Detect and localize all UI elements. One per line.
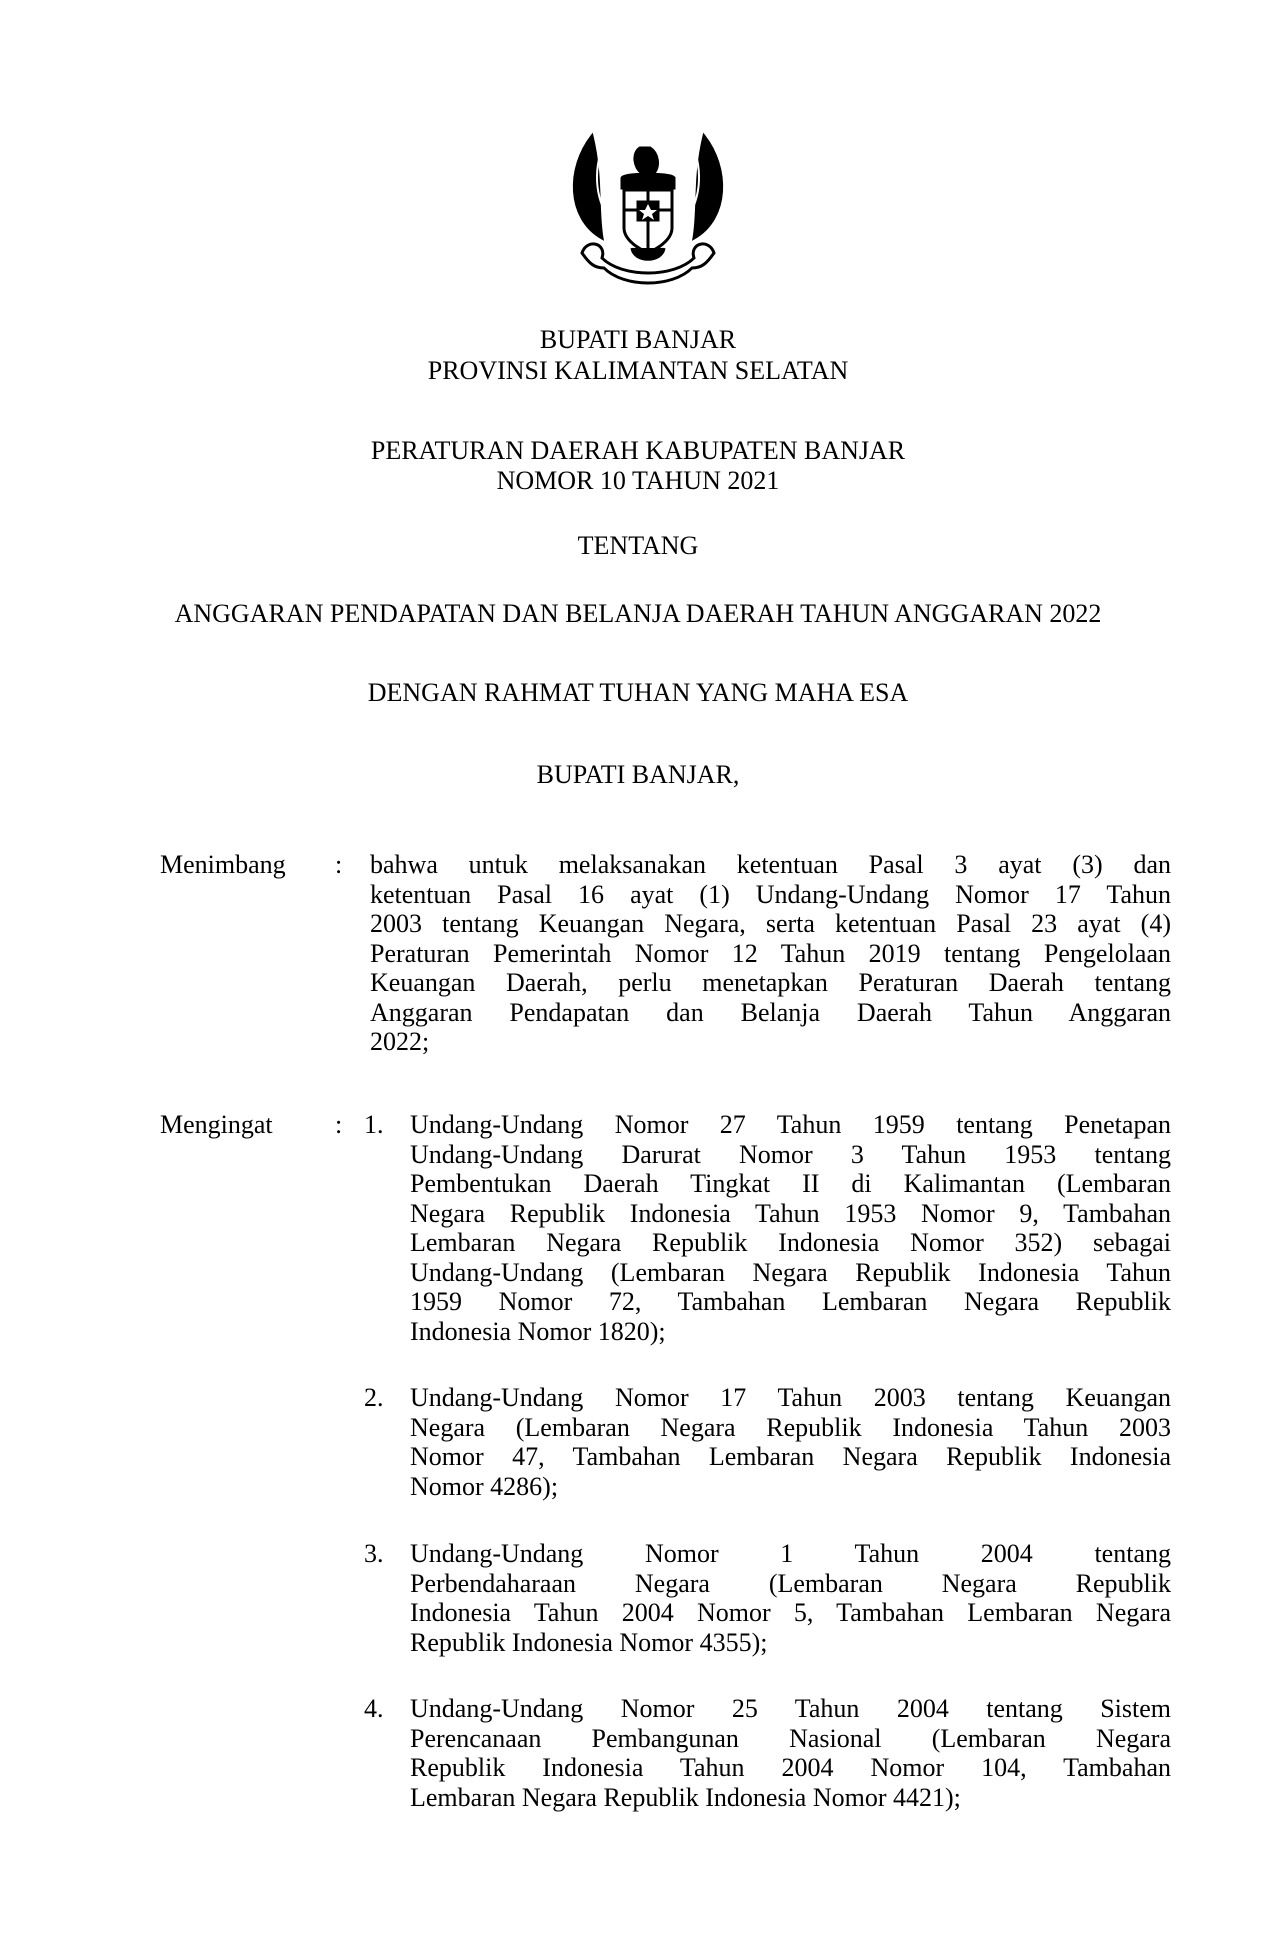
text-line: Negara Republik Indonesia Tahun 1953 Nomor 9, Tambahan [410, 1198, 1171, 1228]
item-number: 3. [364, 1539, 384, 1568]
text-line: ketentuan Pasal 16 ayat (1) Undang-Undang Nomor 17 Tahun [370, 879, 1171, 909]
mengingat-item-3 [410, 1539, 1171, 1657]
mengingat-item-1 [410, 1110, 1171, 1346]
mengingat-label: Mengingat [160, 1110, 273, 1139]
text-line: Nomor 4286); [410, 1471, 559, 1501]
about-heading: TENTANG [577, 531, 699, 560]
text-line: 1959 Nomor 72, Tambahan Lembaran Negara Republik [410, 1287, 1171, 1316]
text-line: 2003 tentang Keuangan Negara, serta ketentuan Pasal 23 ayat (4) [370, 909, 1171, 938]
text-line: Perencanaan Pembangunan Nasional (Lembaran Negara [410, 1723, 1171, 1753]
text-line: Lembaran Negara Republik Indonesia Nomor 4421); [410, 1782, 961, 1812]
text-line: Undang-Undang Nomor 27 Tahun 1959 tentang Penetapan [410, 1110, 1171, 1139]
regulation-subject: ANGGARAN PENDAPATAN DAN BELANJA DAERAH TAHUN ANGGARAN 2022 [174, 599, 1102, 628]
item-number: 1. [364, 1110, 384, 1139]
text-line: Pembentukan Daerah Tingkat II di Kalimantan (Lembaran [410, 1169, 1171, 1198]
text-line: 2022; [370, 1027, 430, 1056]
text-line: Undang-Undang Nomor 25 Tahun 2004 tentang Sistem [410, 1694, 1171, 1723]
text-line: bahwa untuk melaksanakan ketentuan Pasal 3 ayat (3) dan [370, 850, 1171, 879]
text-line: Keuangan Daerah, perlu menetapkan Peraturan Daerah tentang [370, 968, 1171, 997]
text-line: Republik Indonesia Tahun 2004 Nomor 104, Tambahan [410, 1753, 1171, 1782]
text-line: Undang-Undang Darurat Nomor 3 Tahun 1953 tentang [410, 1139, 1171, 1169]
menimbang-text [370, 850, 1171, 1057]
menimbang-label: Menimbang [160, 850, 286, 879]
regulation-number: NOMOR 10 TAHUN 2021 [496, 466, 780, 495]
text-line: Perbendaharaan Negara (Lembaran Negara Republik [410, 1568, 1171, 1598]
item-number: 2. [364, 1383, 384, 1412]
text-line: Indonesia Nomor 1820); [410, 1316, 666, 1346]
mengingat-colon: : [335, 1110, 343, 1139]
regulation-title: PERATURAN DAERAH KABUPATEN BANJAR [370, 436, 906, 465]
text-line: Undang-Undang Nomor 1 Tahun 2004 tentang [410, 1539, 1171, 1568]
garuda-emblem-icon [562, 128, 734, 293]
text-line: Lembaran Negara Republik Indonesia Nomor 352) sebagai [410, 1228, 1171, 1257]
official-title: BUPATI BANJAR, [536, 760, 740, 789]
text-line: Anggaran Pendapatan dan Belanja Daerah Tahun Anggaran [370, 997, 1171, 1027]
text-line: Undang-Undang Nomor 17 Tahun 2003 tentang Keuangan [410, 1383, 1171, 1412]
text-line: Indonesia Tahun 2004 Nomor 5, Tambahan Lembaran Negara [410, 1598, 1171, 1627]
mengingat-item-4 [410, 1694, 1171, 1812]
mengingat-item-2 [410, 1383, 1171, 1501]
text-line: Nomor 47, Tambahan Lembaran Negara Republik Indonesia [410, 1442, 1171, 1471]
item-number: 4. [364, 1694, 384, 1723]
text-line: Republik Indonesia Nomor 4355); [410, 1627, 768, 1657]
text-line: Peraturan Pemerintah Nomor 12 Tahun 2019 tentang Pengelolaan [370, 938, 1171, 968]
text-line: Negara (Lembaran Negara Republik Indonesia Tahun 2003 [410, 1412, 1171, 1442]
text-line: Undang-Undang (Lembaran Negara Republik Indonesia Tahun [410, 1257, 1171, 1287]
province-title: PROVINSI KALIMANTAN SELATAN [427, 356, 849, 385]
menimbang-colon: : [335, 850, 343, 879]
grace-statement: DENGAN RAHMAT TUHAN YANG MAHA ESA [367, 678, 909, 707]
issuer-title: BUPATI BANJAR [539, 325, 737, 354]
